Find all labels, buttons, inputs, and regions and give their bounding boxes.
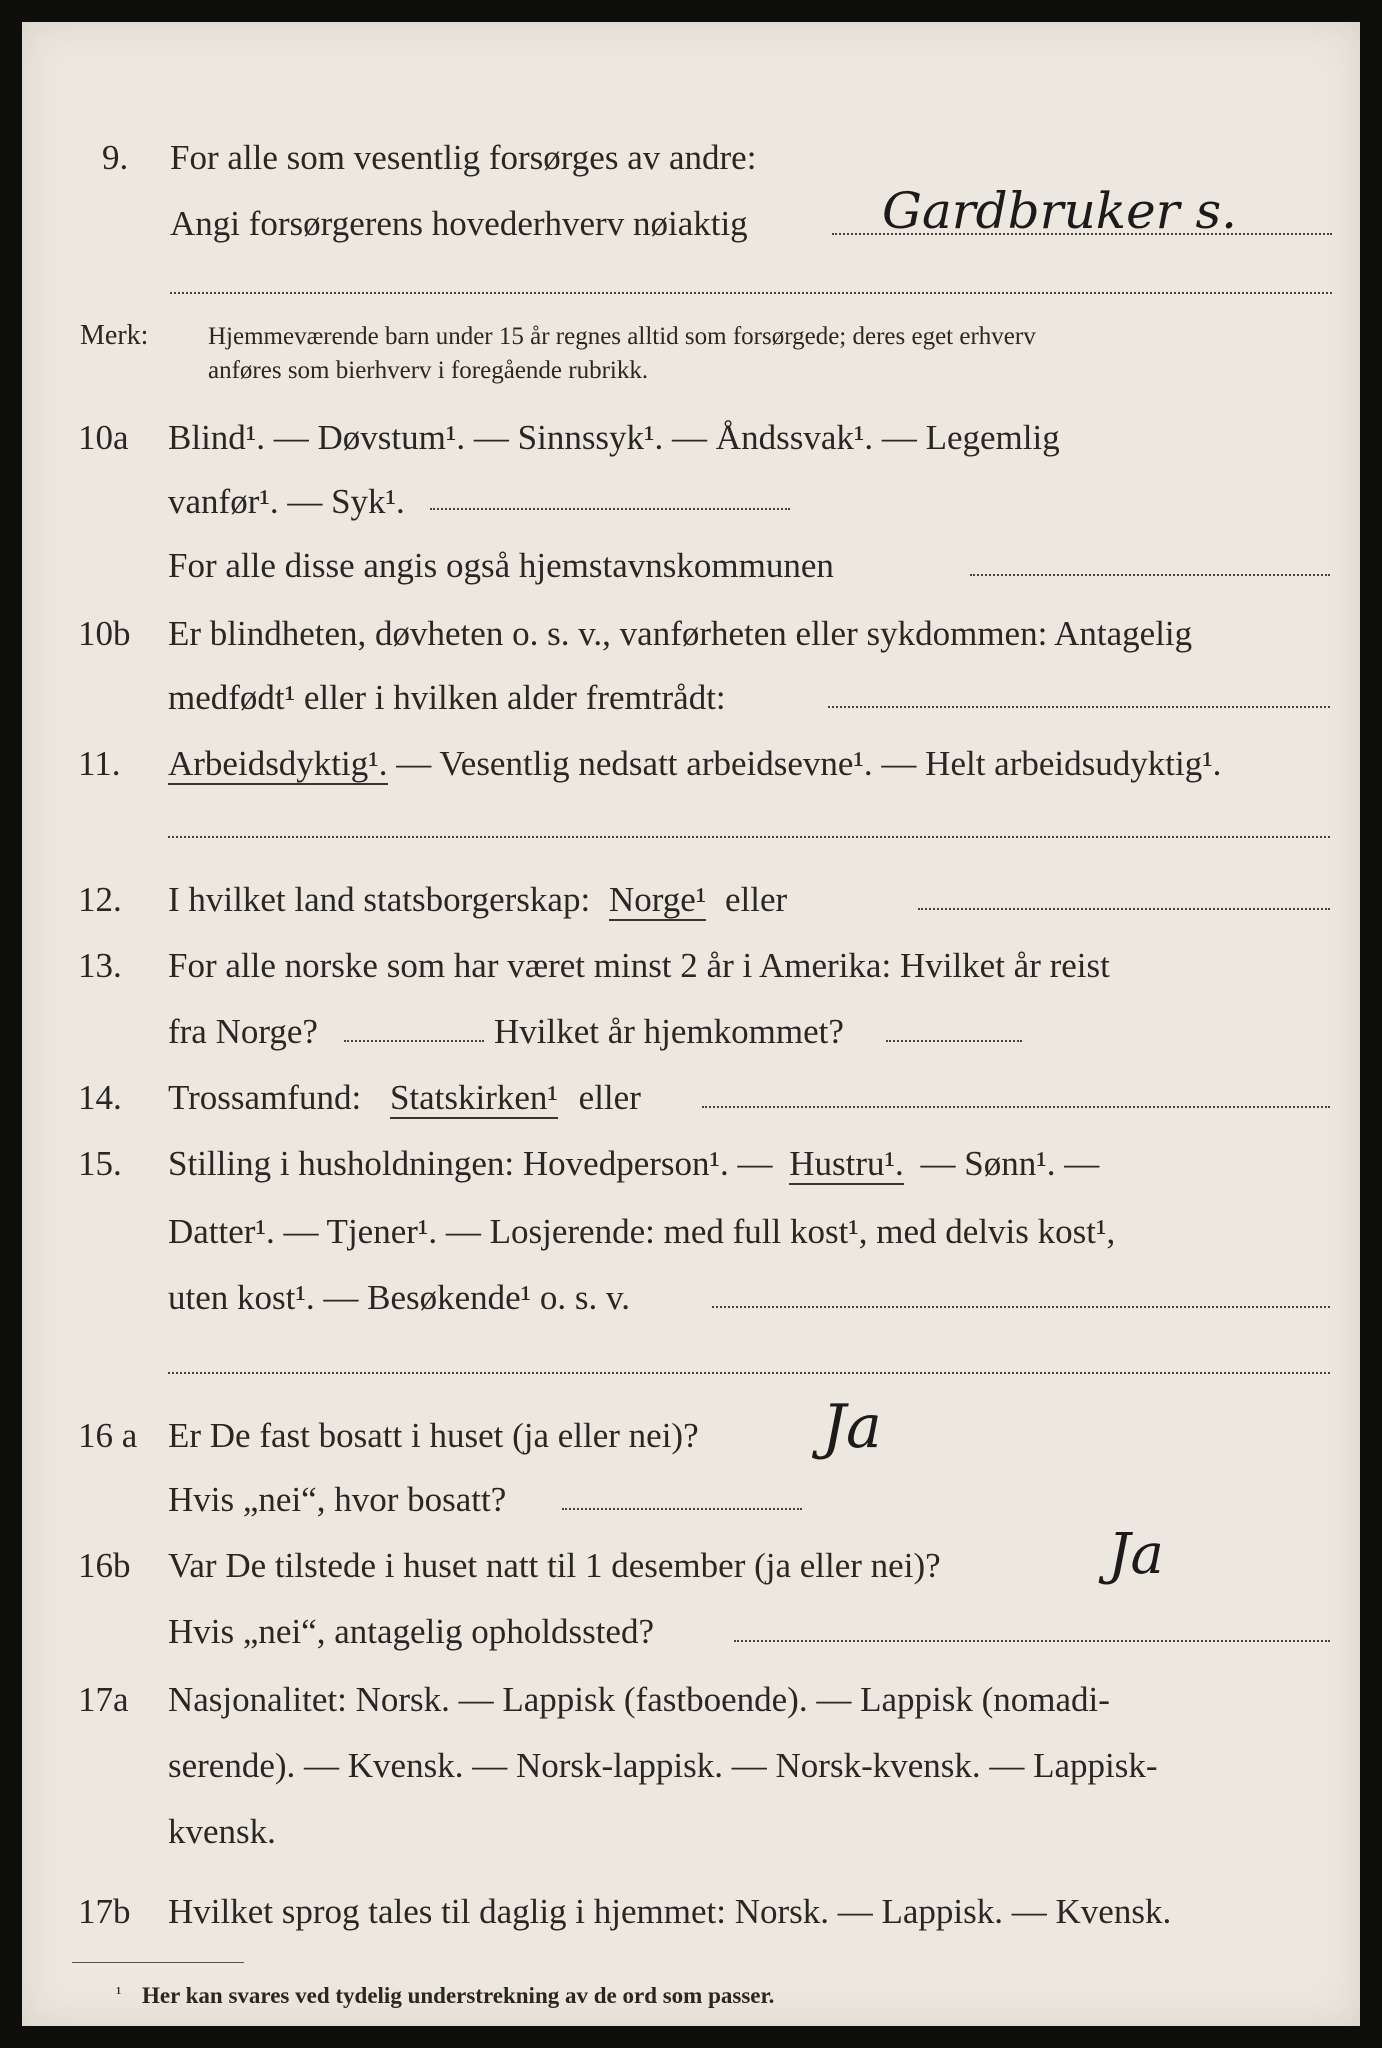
q16b-handwritten-answer: Ja [1108,1522,1164,1587]
q12-number: 12. [78,880,122,919]
q16a-number: 16 a [78,1416,138,1455]
q10a-sick-answer-line[interactable] [430,508,790,510]
q9-question: For alle som vesentlig forsørges av andre: [170,138,757,177]
q10a-municipality-answer-line[interactable] [970,574,1330,576]
q13-number: 13. [78,946,122,985]
q10b-line-2: medfødt¹ eller i hvilken alder fremtrådt: [168,678,726,717]
q14-option-state-church[interactable]: Statskirken¹ [389,1078,558,1117]
q12-question: I hvilket land statsborgerskap: [168,880,591,919]
q10b-answer-line[interactable] [828,706,1330,708]
q9-handwritten-answer: Gardbruker s. [882,182,1238,240]
census-form-page [22,22,1360,2026]
q9-number: 9. [102,138,129,177]
q15-line-1 [168,1146,1099,1181]
q15-household-position-text: Stilling i husholdningen: Hovedperson¹. — [168,1144,773,1183]
q16a-residence-answer-line[interactable] [562,1508,802,1510]
q10a-number: 10a [78,418,129,457]
merk-line-1: Hjemmeværende barn under 15 år regnes alltid som forsørgede; deres eget erhverv [208,323,1036,350]
q14-line [168,1080,641,1115]
q12-line [168,882,787,917]
q17a-line-3: kvensk. [168,1812,276,1851]
q16b-number: 16b [78,1546,131,1585]
q10b-line-1: Er blindheten, døvheten o. s. v., vanførheten eller sykdommen: Antagelig [168,614,1193,653]
q16b-whereabouts-label: Hvis „nei“, antagelig opholdssted? [168,1612,654,1651]
q10a-home-municipality-label: For alle disse angis også hjemstavnskommunen [168,546,834,585]
q10a-line-1: Blind¹. — Døvstum¹. — Sinnssyk¹. — Åndssvak¹. — Legemlig [168,418,1060,457]
q16a-handwritten-answer: Ja [822,1392,882,1462]
q15-line-3: uten kost¹. — Besøkende¹ o. s. v. [168,1278,631,1317]
q16a-residence-label: Hvis „nei“, hvor bosatt? [168,1480,507,1519]
merk-label: Merk: [80,320,149,351]
q13-line-1: For alle norske som har været minst 2 år i Amerika: Hvilket år reist [168,946,1110,985]
q13-departure-year-label: fra Norge? [168,1012,318,1051]
q17a-number: 17a [78,1680,129,1719]
q15-option-son[interactable]: — Sønn¹. — [920,1144,1100,1183]
q9-answer-line-2[interactable] [170,292,1332,294]
q11-number: 11. [78,744,121,783]
q15-option-wife[interactable]: Hustru¹. [789,1144,904,1183]
q17b-number: 17b [78,1892,131,1931]
q14-else-label: eller [578,1078,641,1117]
q14-answer-line[interactable] [702,1106,1330,1108]
q11-options [168,746,1221,781]
q15-answer-line[interactable] [712,1306,1330,1308]
footnote-divider [72,1962,244,1963]
q13-departure-year-line[interactable] [344,1040,484,1042]
q15-line-2: Datter¹. — Tjener¹. — Losjerende: med full kost¹, med delvis kost¹, [168,1212,1116,1251]
q13-return-year-label: Hvilket år hjemkommet? [494,1012,844,1051]
q12-answer-line[interactable] [918,908,1330,910]
q16b-whereabouts-answer-line[interactable] [734,1640,1330,1642]
q14-number: 14. [78,1078,122,1117]
footnote-mark: ¹ [116,1983,122,2003]
q10a-line-2: vanfør¹. — Syk¹. [168,482,405,521]
q17b-question: Hvilket sprog tales til daglig i hjemmet: Norsk. — Lappisk. — Kvensk. [168,1892,1172,1931]
footnote-text: Her kan svares ved tydelig understrekning av de ord som passer. [142,1983,775,2008]
merk-line-2: anføres som bierhverv i foregående rubrikk. [208,357,649,384]
q15-answer-line-2[interactable] [168,1372,1330,1374]
q17a-line-2: serende). — Kvensk. — Norsk-lappisk. — Norsk-kvensk. — Lappisk- [168,1746,1158,1785]
q14-question: Trossamfund: [168,1078,362,1117]
q10b-number: 10b [78,614,131,653]
q11-answer-line[interactable] [168,836,1330,838]
q11-other-options[interactable]: — Vesentlig nedsatt arbeidsevne¹. — Helt arbeidsudyktig¹. [396,744,1222,783]
q9-provider-occupation-label: Angi forsørgerens hovederhverv nøiaktig [170,204,748,243]
q12-option-norway[interactable]: Norge¹ [608,880,707,919]
q17a-line-1: Nasjonalitet: Norsk. — Lappisk (fastboende). — Lappisk (nomadi- [168,1680,1110,1719]
q12-else-label: eller [725,880,788,919]
q15-number: 15. [78,1144,122,1183]
q11-option-able-to-work[interactable]: Arbeidsdyktig¹. [168,744,388,783]
q16a-question: Er De fast bosatt i huset (ja eller nei)? [168,1416,699,1455]
q16b-question: Var De tilstede i huset natt til 1 desember (ja eller nei)? [168,1546,941,1585]
q13-return-year-line[interactable] [886,1040,1022,1042]
